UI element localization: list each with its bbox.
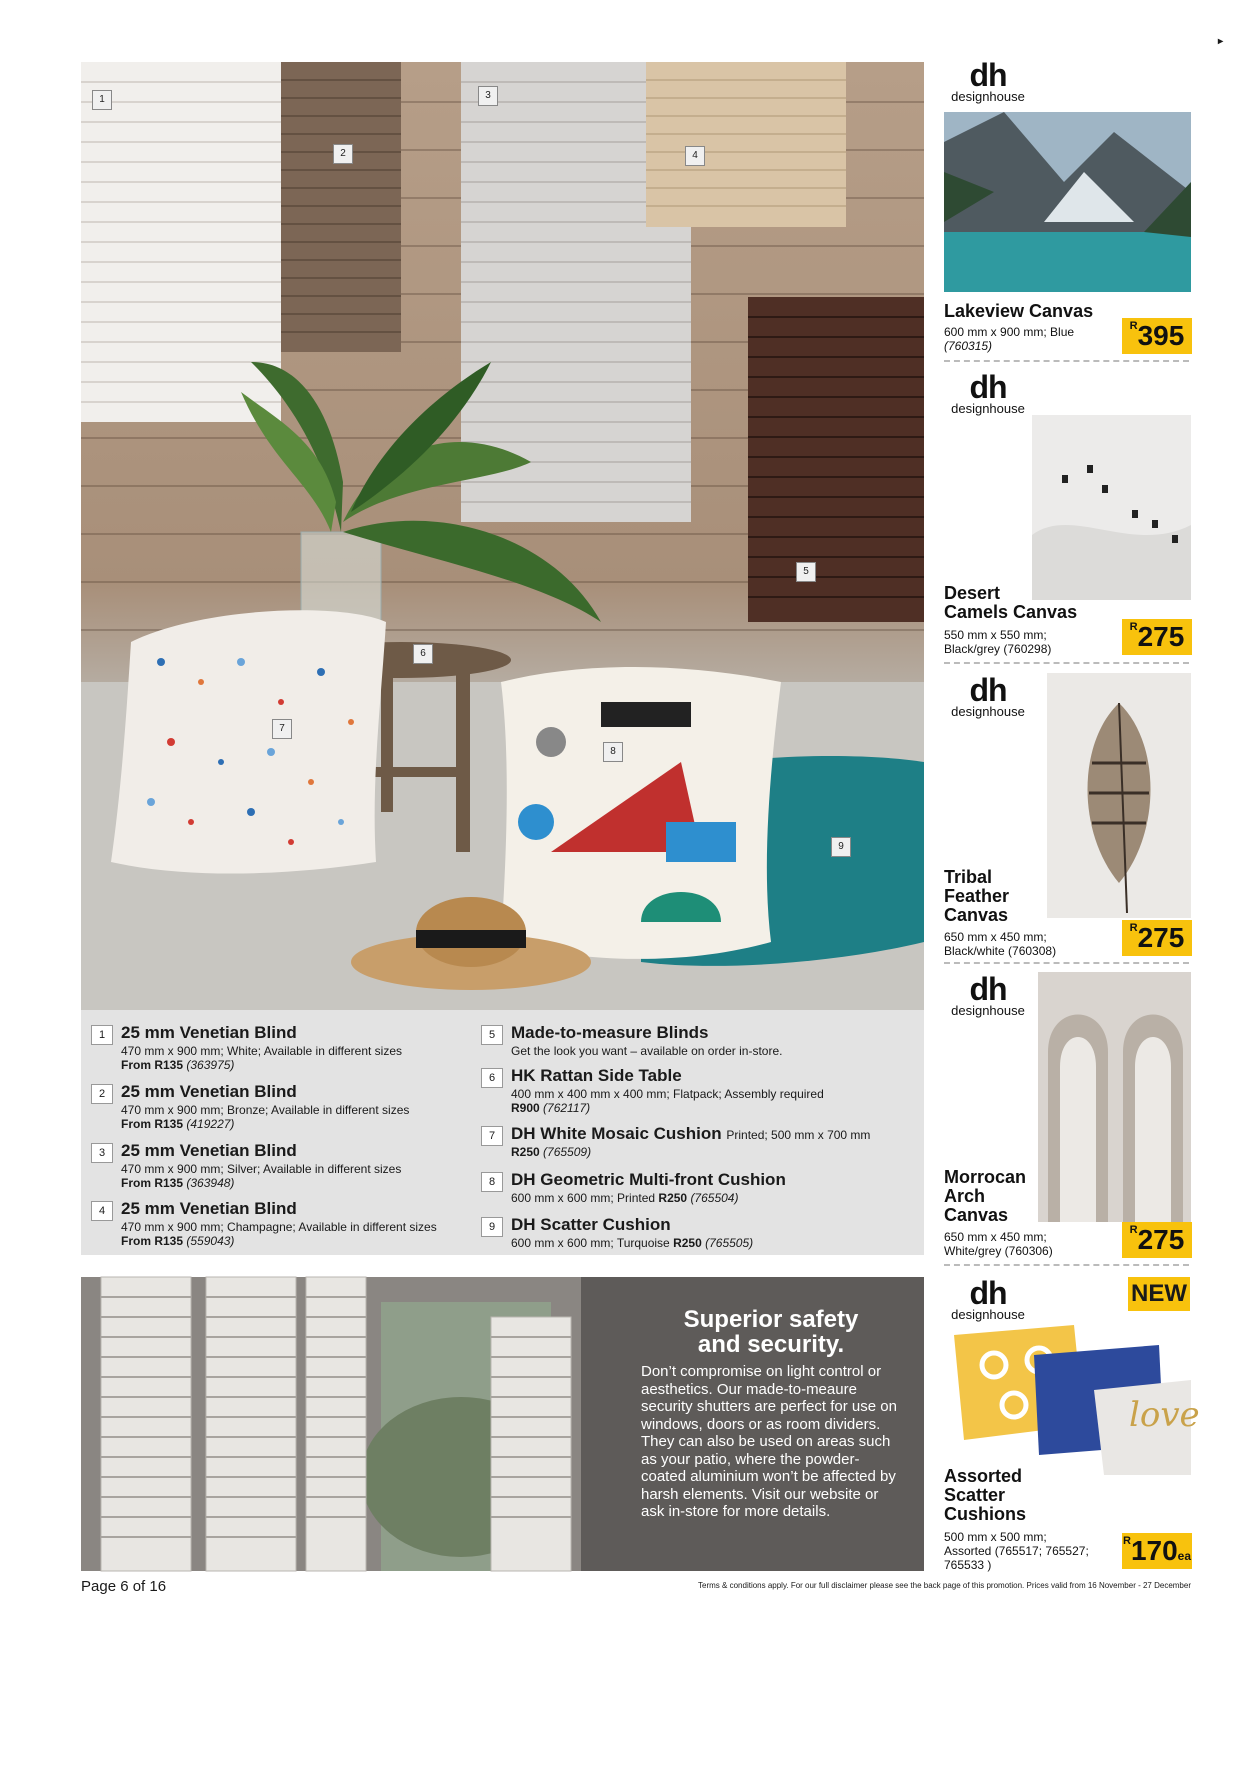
legend-number: 6 — [481, 1068, 503, 1088]
desert-camels-canvas-image — [1032, 415, 1191, 600]
legend-number: 2 — [91, 1084, 113, 1104]
legend-title: DH Geometric Multi-front Cushion — [511, 1170, 786, 1189]
legend-description: 470 mm x 900 mm; Bronze; Available in different sizes From R135 (419227) — [121, 1103, 410, 1131]
shutters-heading: Superior safety and security. — [683, 1306, 859, 1358]
product-legend — [81, 1010, 924, 1255]
hero-scene — [81, 62, 924, 1010]
blind-bronze — [281, 62, 401, 352]
blind-made-to-measure — [748, 297, 924, 622]
legend-title: DH Scatter Cushion — [511, 1215, 671, 1234]
geometric-cushion — [501, 667, 781, 959]
designhouse-logo: dh designhouse — [951, 57, 1025, 104]
disclaimer: Terms & conditions apply. For our full disclaimer please see the back page of this promotion. Prices valid from 16 November - 27 December — [698, 1581, 1191, 1590]
product-desc: 600 mm x 900 mm; Blue (760315) — [944, 325, 1075, 353]
product-desc: 500 mm x 500 mm; Assorted (765517; 765527; 765533 ) — [944, 1530, 1089, 1572]
legend-description: Get the look you want – available on order in-store. — [511, 1044, 783, 1058]
legend-description: 600 mm x 600 mm; Printed R250 (765504) — [511, 1191, 739, 1205]
designhouse-logo: dh designhouse — [951, 369, 1025, 416]
legend-number: 3 — [91, 1143, 113, 1163]
legend-title: 25 mm Venetian Blind — [121, 1141, 297, 1160]
security-shutters-panel — [81, 1277, 924, 1571]
divider — [944, 360, 1189, 362]
page-number: Page 6 of 16 — [81, 1578, 167, 1595]
blind-champagne — [646, 62, 846, 227]
legend-description: 470 mm x 900 mm; Champagne; Available in different sizes From R135 (559043) — [121, 1220, 437, 1248]
blind-white — [81, 62, 281, 422]
product-name: Morrocan Arch Canvas — [944, 1167, 1027, 1225]
product-name: Desert Camels Canvas — [944, 583, 1078, 622]
product-name: Lakeview Canvas — [944, 301, 1094, 321]
hero-label-7: 7 — [272, 719, 292, 739]
product-desc: 650 mm x 450 mm; Black/white (760308) — [944, 930, 1057, 958]
legend-title: 25 mm Venetian Blind — [121, 1082, 297, 1101]
hero-label-1: 1 — [92, 90, 112, 110]
legend-number: 5 — [481, 1025, 503, 1045]
price-tag: $^R$275 — [1122, 920, 1192, 956]
mosaic-cushion — [111, 610, 386, 873]
tribal-feather-canvas-image — [1047, 673, 1191, 918]
legend-title: Made-to-measure Blinds — [511, 1023, 709, 1042]
legend-description: R250 (765509) — [511, 1145, 592, 1159]
price-tag: $^R$275 — [1122, 1222, 1192, 1258]
designhouse-logo: dh designhouse — [951, 672, 1025, 719]
legend-description: 600 mm x 600 mm; Turquoise R250 (765505) — [511, 1236, 754, 1250]
new-badge: NEW — [1128, 1277, 1190, 1311]
legend-number: 1 — [91, 1025, 113, 1045]
divider — [944, 662, 1189, 664]
hero-label-2: 2 — [333, 144, 353, 164]
cushion-love-text: love — [1129, 1395, 1200, 1435]
legend-description: 400 mm x 400 mm x 400 mm; Flatpack; Assembly required R900 (762117) — [511, 1087, 824, 1115]
legend-title: 25 mm Venetian Blind — [121, 1023, 297, 1042]
legend-number: 4 — [91, 1201, 113, 1221]
hero-label-6: 6 — [413, 644, 433, 664]
designhouse-logo: dh designhouse — [951, 1275, 1025, 1322]
corner-mark: ▸ — [1218, 36, 1224, 47]
legend-description: 470 mm x 900 mm; White; Available in different sizes From R135 (363975) — [121, 1044, 403, 1072]
legend-title: 25 mm Venetian Blind — [121, 1199, 297, 1218]
price-tag: $^R$395 — [1122, 318, 1192, 354]
hero-label-5: 5 — [796, 562, 816, 582]
legend-description: 470 mm x 900 mm; Silver; Available in different sizes From R135 (363948) — [121, 1162, 402, 1190]
divider — [944, 1264, 1189, 1266]
price-tag: $^R$170ea — [1122, 1533, 1192, 1569]
product-desc: 550 mm x 550 mm; Black/grey (760298) — [944, 628, 1052, 656]
designhouse-logo: dh designhouse — [951, 971, 1025, 1018]
price-tag: $^R$275 — [1122, 619, 1192, 655]
legend-number: 7 — [481, 1126, 503, 1146]
shutters-body: Don’t compromise on light control or aesthetics. Our made-to-meaure security shutters are perfect for use on windows, doors or as room dividers. They can also be used on areas such as your patio, where the powder-coated aluminium won’t be affected by harsh elements. Visit our website or ask in-store for more details. — [641, 1363, 897, 1520]
shutters-copy — [641, 1307, 901, 1521]
scatter-cushions-image — [944, 1325, 1200, 1475]
product-name: Assorted Scatter Cushions — [944, 1466, 1027, 1524]
legend-number: 8 — [481, 1172, 503, 1192]
legend-number: 9 — [481, 1217, 503, 1237]
lakeview-canvas-image — [944, 112, 1191, 292]
hero-label-9: 9 — [831, 837, 851, 857]
hero-label-8: 8 — [603, 742, 623, 762]
product-name: Tribal Feather Canvas — [944, 867, 1010, 925]
product-desc: 650 mm x 450 mm; White/grey (760306) — [944, 1230, 1053, 1258]
legend-title: DH White Mosaic Cushion Printed; 500 mm x 700 mm — [511, 1124, 871, 1143]
hero-photo — [81, 62, 924, 1010]
morrocan-arch-canvas-image — [1038, 972, 1191, 1222]
hero-label-3: 3 — [478, 86, 498, 106]
divider — [944, 962, 1189, 964]
hero-label-4: 4 — [685, 146, 705, 166]
legend-title: HK Rattan Side Table — [511, 1066, 682, 1085]
